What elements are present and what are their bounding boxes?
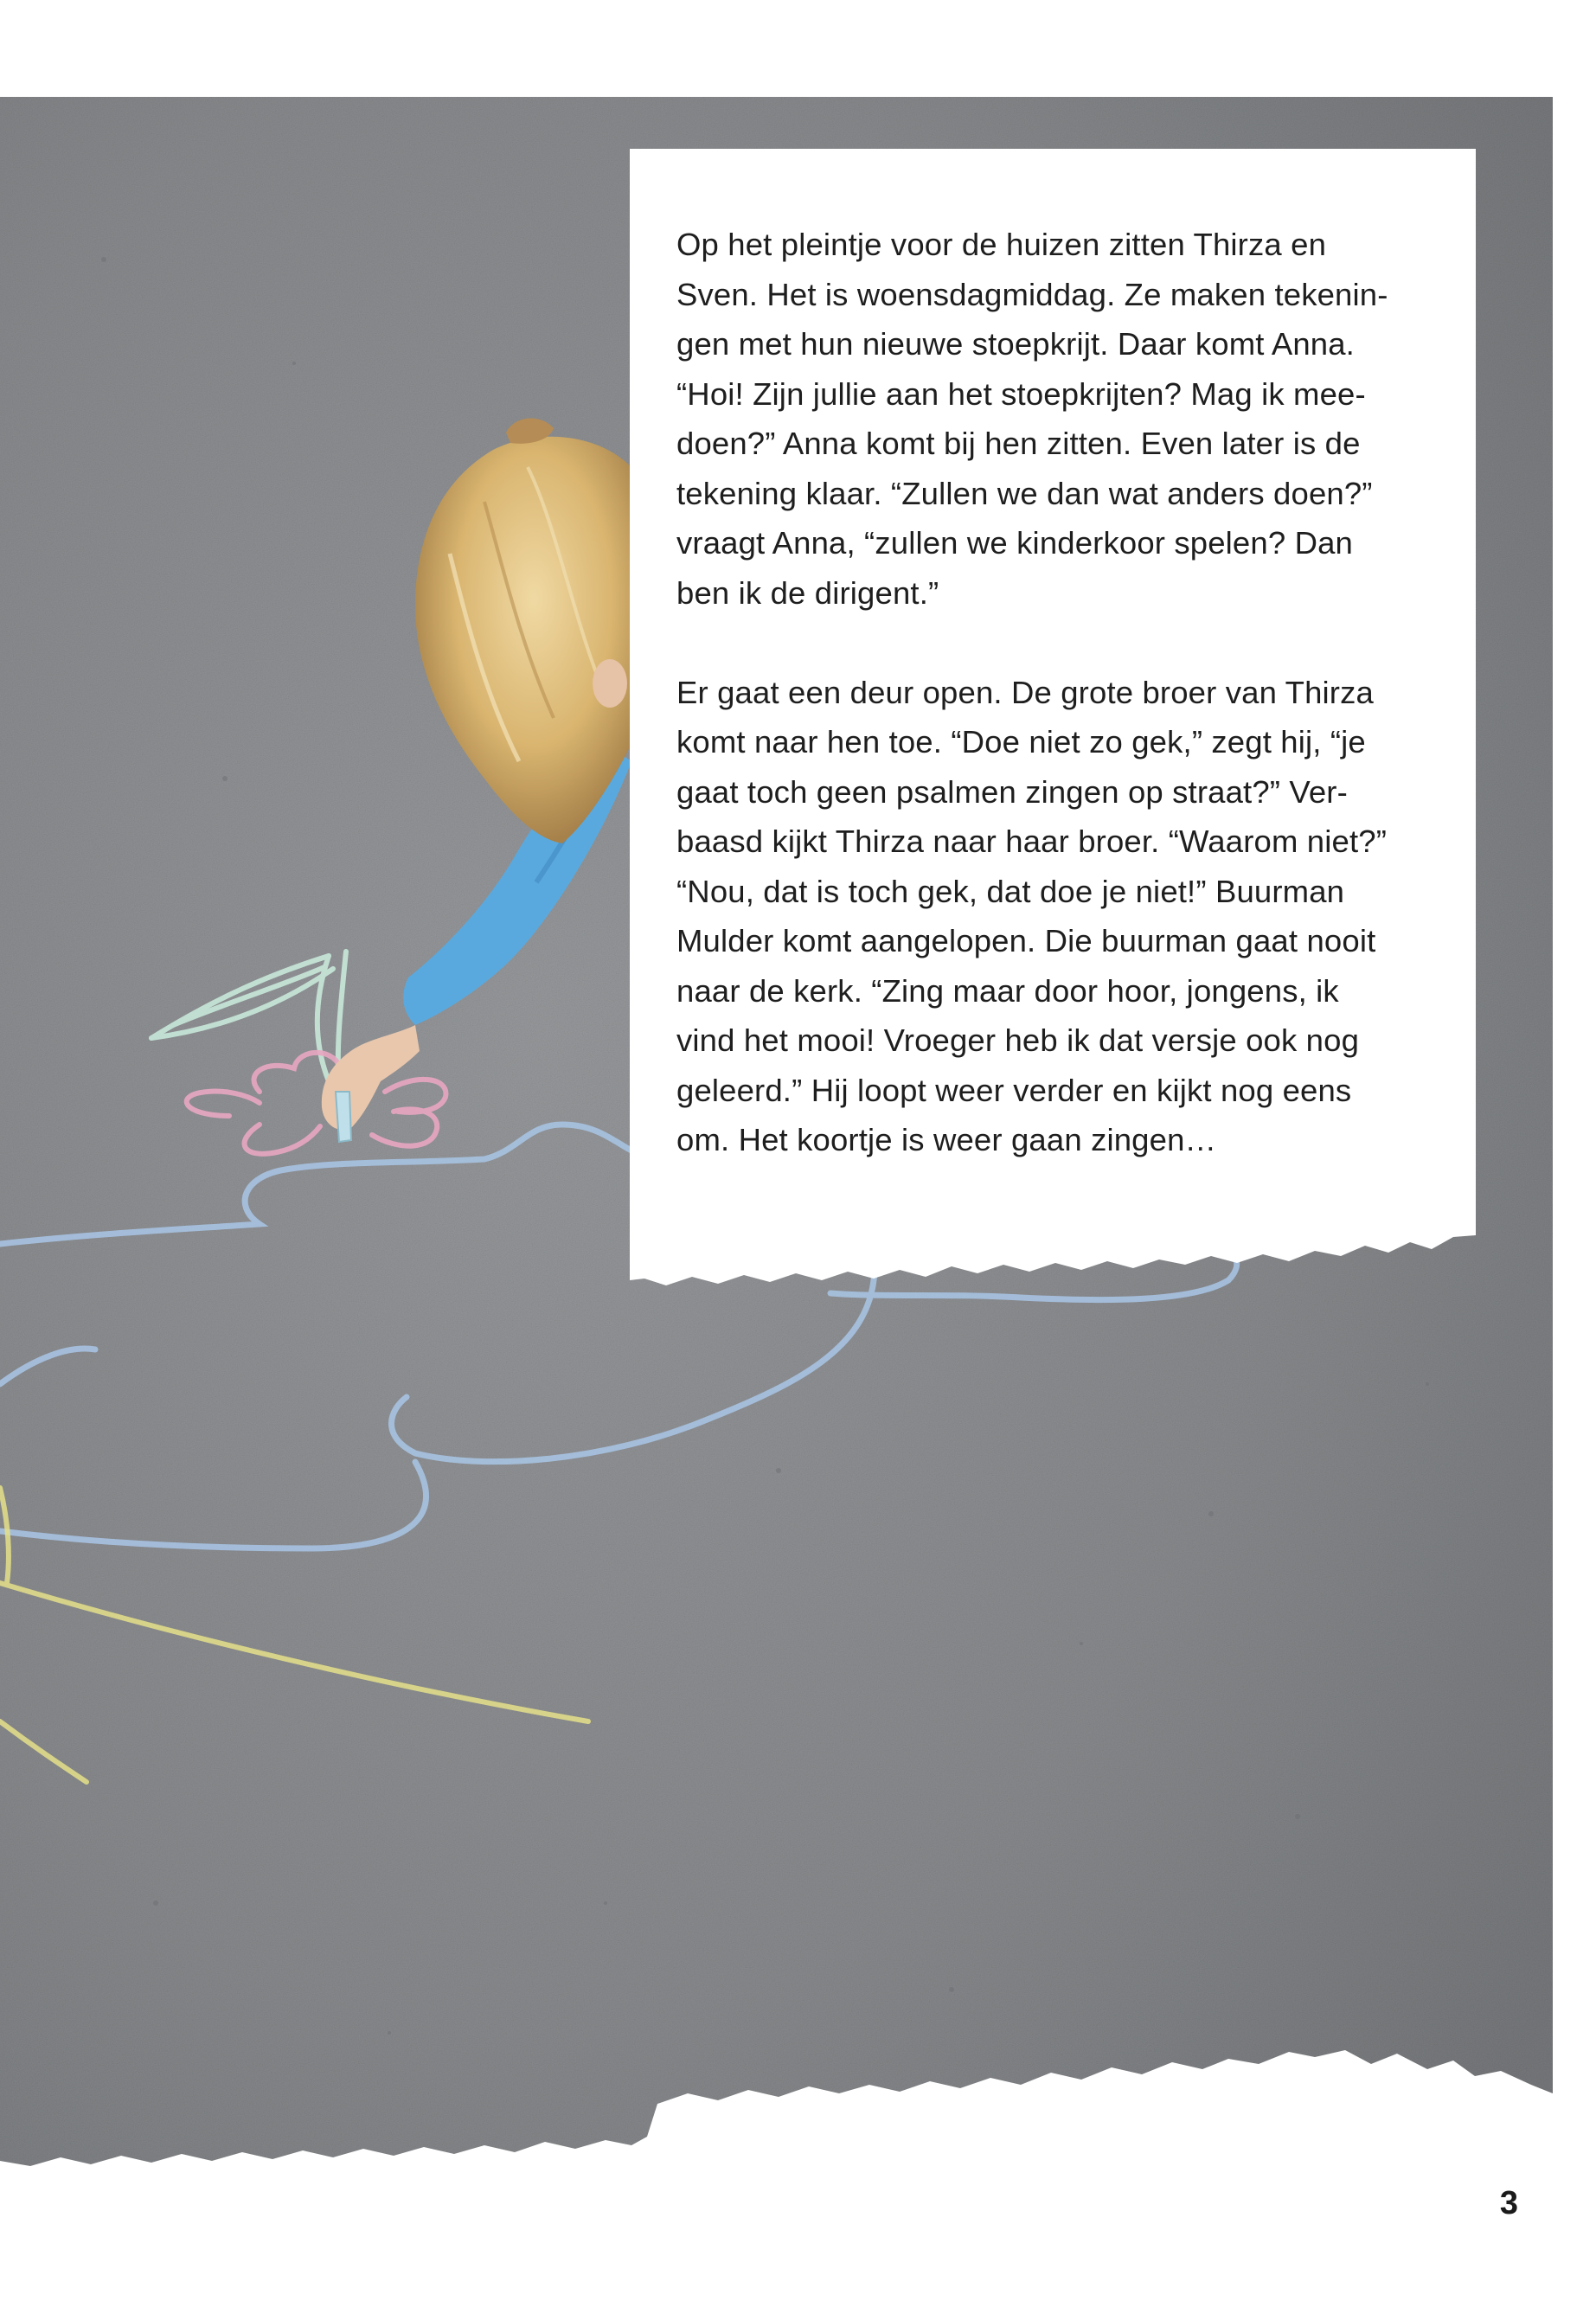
story-line: gen met hun nieuwe stoepkrijt. Daar komt Anna.: [676, 326, 1355, 362]
story-line: “Hoi! Zijn jullie aan het stoepkrijten? Mag ik mee-: [676, 375, 1366, 412]
story-line: doen?” Anna komt bij hen zitten. Even later is de: [676, 426, 1361, 461]
story-line: Op het pleintje voor de huizen zitten Thirza en: [676, 227, 1327, 262]
story-line: naar de kerk. “Zing maar door hoor, jongens, ik: [676, 972, 1339, 1009]
story-line: geleerd.” Hij loopt weer verder en kijkt nog eens: [676, 1072, 1352, 1108]
story-line: Sven. Het is woensdagmiddag. Ze maken tekenin-: [676, 276, 1388, 312]
story-line: om. Het koortje is weer gaan zingen…: [676, 1122, 1217, 1157]
story-text-card: [630, 149, 1476, 1239]
story-line: tekening klaar. “Zullen we dan wat anders doen?”: [676, 475, 1373, 511]
story-line: baasd kijkt Thirza naar haar broer. “Waarom niet?”: [676, 824, 1387, 859]
story-line: Er gaat een deur open. De grote broer van Thirza: [676, 674, 1374, 710]
story-line: ben ik de dirigent.”: [676, 574, 939, 611]
story-line: komt naar hen toe. “Doe niet zo gek,” zegt hij, “je: [676, 724, 1366, 760]
story-line: “Nou, dat is toch gek, dat doe je niet!” Buurman: [676, 873, 1345, 909]
story-line: Mulder komt aangelopen. Die buurman gaat nooit: [676, 923, 1376, 958]
page-number: 3: [1499, 2185, 1518, 2221]
story-paragraph-2: [676, 668, 1415, 1165]
story-paragraph-1: [676, 220, 1415, 618]
story-line: vind het mooi! Vroeger heb ik dat versje ook nog: [676, 1022, 1360, 1058]
story-line: vraagt Anna, “zullen we kinderkoor spelen? Dan: [676, 525, 1353, 561]
story-line: gaat toch geen psalmen zingen op straat?” Ver-: [676, 773, 1348, 810]
